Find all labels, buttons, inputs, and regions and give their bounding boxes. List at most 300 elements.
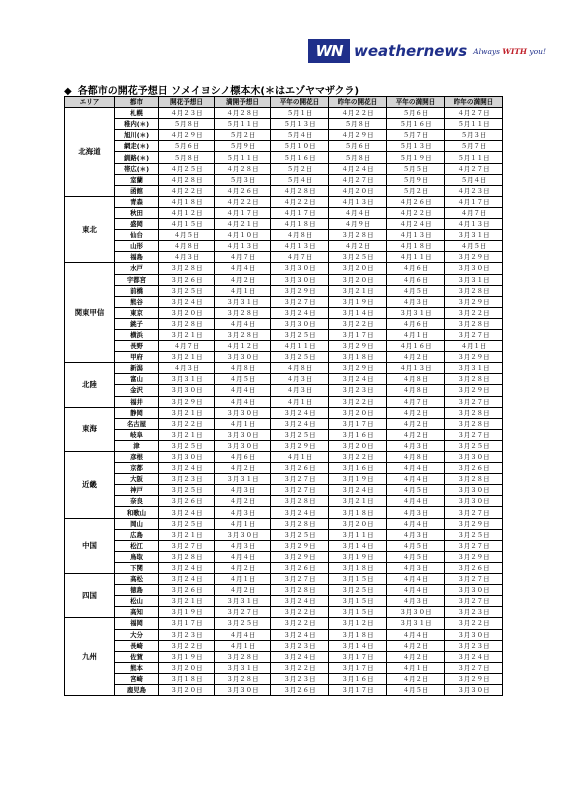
city-cell: 甲府 — [115, 352, 159, 363]
table-row — [65, 607, 503, 618]
date-cell: ５月４日 — [445, 174, 503, 185]
date-cell: ３月２０日 — [159, 662, 215, 673]
city-cell: 福井 — [115, 396, 159, 407]
region-cell: 北海道 — [65, 108, 115, 197]
city-cell: 前橋 — [115, 285, 159, 296]
date-cell: ４月５日 — [159, 230, 215, 241]
city-cell: 熊谷 — [115, 296, 159, 307]
date-cell: ３月２７日 — [445, 329, 503, 340]
table-row — [65, 385, 503, 396]
table-header-row — [65, 97, 503, 108]
date-cell: ３月２５日 — [445, 529, 503, 540]
date-cell: ３月３０日 — [215, 684, 271, 695]
table-row — [65, 452, 503, 463]
table-row — [65, 474, 503, 485]
date-cell: ５月９日 — [387, 174, 445, 185]
city-cell: 福島 — [115, 252, 159, 263]
date-cell: ４月１１日 — [271, 341, 329, 352]
city-cell: 東京 — [115, 307, 159, 318]
date-cell: ５月２日 — [271, 163, 329, 174]
date-cell: ３月３１日 — [445, 363, 503, 374]
logo-tag-prefix: Always — [473, 46, 503, 56]
city-cell: 佐賀 — [115, 651, 159, 662]
date-cell: ４月４日 — [387, 574, 445, 585]
date-cell: ３月３０日 — [445, 684, 503, 695]
date-cell: ４月４日 — [215, 551, 271, 562]
date-cell: ４月４日 — [215, 318, 271, 329]
table-row — [65, 574, 503, 585]
city-cell: 神戸 — [115, 485, 159, 496]
date-cell: ３月２２日 — [329, 318, 387, 329]
date-cell: ３月２７日 — [445, 662, 503, 673]
date-cell: ４月７日 — [159, 341, 215, 352]
date-cell: ４月２２日 — [329, 108, 387, 119]
region-cell: 中国 — [65, 518, 115, 573]
city-cell: 大阪 — [115, 474, 159, 485]
date-cell: ４月２２日 — [215, 196, 271, 207]
date-cell: ３月２０日 — [159, 684, 215, 695]
date-cell: ４月２３日 — [159, 108, 215, 119]
date-cell: ３月３０日 — [445, 629, 503, 640]
date-cell: ３月３０日 — [445, 263, 503, 274]
region-cell: 北陸 — [65, 363, 115, 407]
date-cell: ３月２９日 — [445, 252, 503, 263]
date-cell: ３月２４日 — [271, 307, 329, 318]
date-cell: ４月１８日 — [159, 196, 215, 207]
date-cell: ４月１日 — [215, 518, 271, 529]
date-cell: ３月３１日 — [387, 618, 445, 629]
date-cell: ３月２７日 — [445, 396, 503, 407]
table-row — [65, 163, 503, 174]
table-row — [65, 307, 503, 318]
date-cell: ３月２６日 — [271, 463, 329, 474]
city-cell: 盛岡 — [115, 219, 159, 230]
date-cell: ３月２８日 — [445, 374, 503, 385]
date-cell: ４月３日 — [387, 596, 445, 607]
date-cell: ５月２日 — [387, 185, 445, 196]
date-cell: ３月２０日 — [329, 274, 387, 285]
date-cell: ４月５日 — [445, 241, 503, 252]
header-forecast-full: 満開予想日 — [215, 97, 271, 108]
date-cell: ３月１９日 — [159, 651, 215, 662]
table-row — [65, 562, 503, 573]
date-cell: ３月２８日 — [445, 285, 503, 296]
date-cell: ３月２３日 — [445, 640, 503, 651]
date-cell: ４月３日 — [215, 507, 271, 518]
date-cell: ４月２日 — [215, 562, 271, 573]
date-cell: ４月１日 — [215, 640, 271, 651]
date-cell: ４月１０日 — [215, 230, 271, 241]
date-cell: ３月２０日 — [159, 307, 215, 318]
date-cell: ４月１３日 — [329, 196, 387, 207]
date-cell: ３月２８日 — [215, 651, 271, 662]
city-cell: 鳥取 — [115, 551, 159, 562]
date-cell: ３月２８日 — [215, 673, 271, 684]
table-row — [65, 551, 503, 562]
date-cell: ４月２８日 — [215, 163, 271, 174]
date-cell: ４月２０日 — [329, 185, 387, 196]
date-cell: ３月２８日 — [271, 518, 329, 529]
city-cell: 彦根 — [115, 452, 159, 463]
date-cell: ４月１３日 — [387, 230, 445, 241]
date-cell: ３月３１日 — [445, 274, 503, 285]
date-cell: ３月２１日 — [329, 496, 387, 507]
date-cell: ４月２９日 — [329, 130, 387, 141]
date-cell: ３月３０日 — [215, 352, 271, 363]
date-cell: ３月２７日 — [271, 574, 329, 585]
city-cell: 下関 — [115, 562, 159, 573]
date-cell: ３月１７日 — [329, 651, 387, 662]
date-cell: ４月１日 — [387, 329, 445, 340]
date-cell: ３月２１日 — [329, 285, 387, 296]
date-cell: ４月７日 — [445, 207, 503, 218]
table-row — [65, 618, 503, 629]
date-cell: ３月２７日 — [271, 296, 329, 307]
date-cell: ３月２９日 — [329, 341, 387, 352]
date-cell: ３月２５日 — [329, 252, 387, 263]
date-cell: ４月１７日 — [445, 196, 503, 207]
city-cell: 富山 — [115, 374, 159, 385]
table-row — [65, 529, 503, 540]
city-cell: 室蘭 — [115, 174, 159, 185]
date-cell: ５月１９日 — [387, 152, 445, 163]
page-title-text: 各都市の開花予想日 ソメイヨシノ標本木(＊はエゾヤマザクラ) — [77, 86, 360, 97]
date-cell: ３月２４日 — [159, 507, 215, 518]
date-cell: ４月２日 — [387, 651, 445, 662]
date-cell: ３月２８日 — [329, 230, 387, 241]
table-row — [65, 673, 503, 684]
city-cell: 札幌 — [115, 108, 159, 119]
date-cell: ４月２２日 — [271, 196, 329, 207]
header-last-year-bloom: 昨年の開花日 — [329, 97, 387, 108]
date-cell: ４月１３日 — [215, 241, 271, 252]
region-cell: 東北 — [65, 196, 115, 263]
date-cell: ３月２５日 — [271, 352, 329, 363]
date-cell: ３月２１日 — [159, 329, 215, 340]
city-cell: 岐阜 — [115, 429, 159, 440]
date-cell: ５月７日 — [445, 141, 503, 152]
table-row — [65, 207, 503, 218]
date-cell: ５月１６日 — [387, 119, 445, 130]
date-cell: ４月６日 — [387, 318, 445, 329]
date-cell: ３月２８日 — [215, 329, 271, 340]
city-cell: 新潟 — [115, 363, 159, 374]
date-cell: ５月６日 — [159, 141, 215, 152]
date-cell: ３月２４日 — [271, 407, 329, 418]
date-cell: ３月３０日 — [271, 274, 329, 285]
city-cell: 釧路(＊) — [115, 152, 159, 163]
date-cell: ４月８日 — [387, 374, 445, 385]
date-cell: ４月１３日 — [387, 363, 445, 374]
date-cell: ３月２５日 — [271, 429, 329, 440]
date-cell: ３月３０日 — [215, 440, 271, 451]
date-cell: ３月２７日 — [445, 596, 503, 607]
date-cell: ３月１９日 — [329, 474, 387, 485]
date-cell: ３月３０日 — [271, 263, 329, 274]
date-cell: ４月２４日 — [387, 219, 445, 230]
date-cell: ３月２８日 — [271, 585, 329, 596]
date-cell: ３月１６日 — [329, 673, 387, 684]
date-cell: ４月３日 — [215, 485, 271, 496]
date-cell: ３月１７日 — [329, 684, 387, 695]
date-cell: ４月３日 — [387, 440, 445, 451]
date-cell: ５月２日 — [215, 130, 271, 141]
table-row — [65, 418, 503, 429]
date-cell: ４月２日 — [387, 407, 445, 418]
date-cell: ４月３日 — [387, 507, 445, 518]
date-cell: ３月２３日 — [271, 640, 329, 651]
date-cell: ３月２２日 — [271, 662, 329, 673]
date-cell: ３月２６日 — [445, 562, 503, 573]
logo-tag-highlight: WITH — [502, 46, 528, 56]
date-cell: ４月４日 — [215, 396, 271, 407]
date-cell: ４月６日 — [387, 274, 445, 285]
date-cell: ３月３０日 — [271, 318, 329, 329]
region-cell: 関東甲信 — [65, 263, 115, 363]
date-cell: ４月６日 — [387, 263, 445, 274]
date-cell: ４月８日 — [387, 385, 445, 396]
date-cell: ３月２４日 — [159, 296, 215, 307]
date-cell: ３月１５日 — [329, 574, 387, 585]
table-row — [65, 185, 503, 196]
header-city: 都市 — [115, 97, 159, 108]
date-cell: ４月１日 — [387, 662, 445, 673]
date-cell: ３月２４日 — [445, 651, 503, 662]
date-cell: ３月２８日 — [445, 318, 503, 329]
date-cell: ３月２３日 — [445, 607, 503, 618]
date-cell: ３月２９日 — [329, 363, 387, 374]
date-cell: ４月８日 — [159, 241, 215, 252]
date-cell: ４月６日 — [215, 452, 271, 463]
table-row — [65, 463, 503, 474]
city-cell: 帯広(＊) — [115, 163, 159, 174]
table-row — [65, 540, 503, 551]
city-cell: 大分 — [115, 629, 159, 640]
date-cell: ４月７日 — [271, 252, 329, 263]
date-cell: ４月２９日 — [159, 130, 215, 141]
date-cell: ４月３日 — [159, 363, 215, 374]
table-row — [65, 152, 503, 163]
table-row — [65, 196, 503, 207]
city-cell: 長野 — [115, 341, 159, 352]
date-cell: ４月４日 — [329, 207, 387, 218]
date-cell: ３月２３日 — [329, 385, 387, 396]
date-cell: ４月１日 — [215, 574, 271, 585]
date-cell: ４月２２日 — [387, 207, 445, 218]
date-cell: ３月２４日 — [329, 485, 387, 496]
date-cell: ３月２２日 — [271, 618, 329, 629]
date-cell: ３月２９日 — [445, 296, 503, 307]
date-cell: ４月２３日 — [445, 185, 503, 196]
date-cell: ３月２５日 — [159, 518, 215, 529]
date-cell: ３月３１日 — [215, 296, 271, 307]
date-cell: ３月１９日 — [329, 296, 387, 307]
date-cell: ３月２１日 — [159, 596, 215, 607]
date-cell: ３月２９日 — [271, 551, 329, 562]
date-cell: ４月２５日 — [159, 163, 215, 174]
date-cell: ３月３１日 — [215, 474, 271, 485]
date-cell: ４月２日 — [387, 418, 445, 429]
date-cell: ４月１６日 — [387, 341, 445, 352]
date-cell: ３月３０日 — [445, 585, 503, 596]
date-cell: ４月２７日 — [329, 174, 387, 185]
date-cell: ４月１３日 — [445, 219, 503, 230]
table-row — [65, 407, 503, 418]
table-row — [65, 640, 503, 651]
city-cell: 高松 — [115, 574, 159, 585]
date-cell: ５月５日 — [387, 163, 445, 174]
date-cell: ３月２６日 — [271, 684, 329, 695]
date-cell: ３月２８日 — [159, 318, 215, 329]
date-cell: ４月２６日 — [387, 196, 445, 207]
date-cell: ３月１７日 — [329, 418, 387, 429]
city-cell: 津 — [115, 440, 159, 451]
page-title — [64, 82, 359, 97]
table-row — [65, 274, 503, 285]
date-cell: ３月２４日 — [159, 463, 215, 474]
city-cell: 鹿児島 — [115, 684, 159, 695]
date-cell: ３月２１日 — [159, 352, 215, 363]
date-cell: ４月２８日 — [271, 185, 329, 196]
date-cell: ４月４日 — [387, 629, 445, 640]
date-cell: ３月１８日 — [329, 562, 387, 573]
date-cell: ４月１２日 — [215, 341, 271, 352]
date-cell: ３月２４日 — [329, 374, 387, 385]
date-cell: ４月８日 — [271, 363, 329, 374]
date-cell: ４月３日 — [387, 296, 445, 307]
table-row — [65, 130, 503, 141]
date-cell: ４月２日 — [329, 241, 387, 252]
date-cell: ５月１１日 — [215, 119, 271, 130]
date-cell: ３月２７日 — [445, 540, 503, 551]
date-cell: ４月１７日 — [271, 207, 329, 218]
header-normal-bloom: 平年の開花日 — [271, 97, 329, 108]
date-cell: ３月２７日 — [445, 507, 503, 518]
date-cell: ３月２４日 — [271, 418, 329, 429]
date-cell: ３月１２日 — [329, 618, 387, 629]
city-cell: 和歌山 — [115, 507, 159, 518]
date-cell: ４月２日 — [215, 463, 271, 474]
date-cell: ３月２９日 — [445, 352, 503, 363]
date-cell: ４月８日 — [387, 452, 445, 463]
weathernews-logo — [308, 36, 546, 66]
date-cell: ４月２４日 — [329, 163, 387, 174]
date-cell: ３月３０日 — [159, 452, 215, 463]
region-cell: 九州 — [65, 618, 115, 696]
date-cell: ４月２日 — [387, 640, 445, 651]
date-cell: ３月２９日 — [271, 285, 329, 296]
date-cell: ３月２０日 — [329, 518, 387, 529]
date-cell: ４月２日 — [215, 496, 271, 507]
city-cell: 仙台 — [115, 230, 159, 241]
date-cell: ４月２１日 — [215, 219, 271, 230]
date-cell: ３月１７日 — [329, 662, 387, 673]
date-cell: ３月２０日 — [329, 407, 387, 418]
date-cell: ３月２４日 — [271, 629, 329, 640]
date-cell: ３月３１日 — [387, 307, 445, 318]
date-cell: ３月２９日 — [445, 551, 503, 562]
date-cell: ３月１８日 — [329, 629, 387, 640]
date-cell: ４月２日 — [215, 274, 271, 285]
date-cell: ４月４日 — [387, 585, 445, 596]
city-cell: 山形 — [115, 241, 159, 252]
date-cell: ３月２８日 — [445, 418, 503, 429]
table-row — [65, 329, 503, 340]
city-cell: 高知 — [115, 607, 159, 618]
date-cell: ５月１１日 — [445, 119, 503, 130]
date-cell: ４月２日 — [215, 585, 271, 596]
table-row — [65, 141, 503, 152]
date-cell: ３月３１日 — [215, 662, 271, 673]
city-cell: 名古屋 — [115, 418, 159, 429]
date-cell: ４月３日 — [271, 374, 329, 385]
date-cell: ３月３１日 — [445, 230, 503, 241]
city-cell: 水戸 — [115, 263, 159, 274]
date-cell: ３月２８日 — [271, 496, 329, 507]
date-cell: ３月２４日 — [159, 562, 215, 573]
date-cell: ３月３０日 — [215, 407, 271, 418]
city-cell: 松江 — [115, 540, 159, 551]
date-cell: ３月１４日 — [329, 307, 387, 318]
region-cell: 四国 — [65, 574, 115, 618]
forecast-table — [64, 96, 503, 696]
date-cell: ３月２８日 — [159, 263, 215, 274]
date-cell: ４月３日 — [387, 562, 445, 573]
city-cell: 長崎 — [115, 640, 159, 651]
table-row — [65, 485, 503, 496]
date-cell: ３月３０日 — [445, 452, 503, 463]
date-cell: ４月７日 — [215, 252, 271, 263]
table-row — [65, 429, 503, 440]
date-cell: ５月８日 — [159, 119, 215, 130]
date-cell: ４月２日 — [387, 429, 445, 440]
date-cell: ５月３日 — [445, 130, 503, 141]
date-cell: ４月２７日 — [445, 163, 503, 174]
date-cell: ３月２７日 — [445, 429, 503, 440]
date-cell: ３月２７日 — [445, 574, 503, 585]
date-cell: ５月１０日 — [271, 141, 329, 152]
date-cell: ４月１日 — [215, 418, 271, 429]
date-cell: ３月２５日 — [445, 440, 503, 451]
date-cell: ３月１８日 — [159, 673, 215, 684]
header-area: エリア — [65, 97, 115, 108]
date-cell: ３月２３日 — [159, 629, 215, 640]
region-cell: 近畿 — [65, 452, 115, 519]
header-forecast-bloom: 開花予想日 — [159, 97, 215, 108]
date-cell: ４月５日 — [387, 285, 445, 296]
date-cell: ４月２２日 — [159, 185, 215, 196]
date-cell: ３月１９日 — [159, 607, 215, 618]
date-cell: ３月２６日 — [445, 463, 503, 474]
date-cell: ３月１１日 — [329, 529, 387, 540]
date-cell: ３月２５日 — [159, 485, 215, 496]
date-cell: ５月８日 — [329, 119, 387, 130]
city-cell: 奈良 — [115, 496, 159, 507]
date-cell: ３月１６日 — [329, 463, 387, 474]
date-cell: ３月２１日 — [159, 429, 215, 440]
table-row — [65, 684, 503, 695]
date-cell: ３月２０日 — [329, 440, 387, 451]
date-cell: ４月３日 — [271, 385, 329, 396]
date-cell: ３月２８日 — [159, 551, 215, 562]
date-cell: ４月１５日 — [159, 219, 215, 230]
city-cell: 宮崎 — [115, 673, 159, 684]
date-cell: ３月１７日 — [159, 618, 215, 629]
date-cell: ４月１日 — [271, 396, 329, 407]
date-cell: ５月９日 — [215, 141, 271, 152]
date-cell: ３月２７日 — [271, 474, 329, 485]
date-cell: ４月８日 — [215, 363, 271, 374]
